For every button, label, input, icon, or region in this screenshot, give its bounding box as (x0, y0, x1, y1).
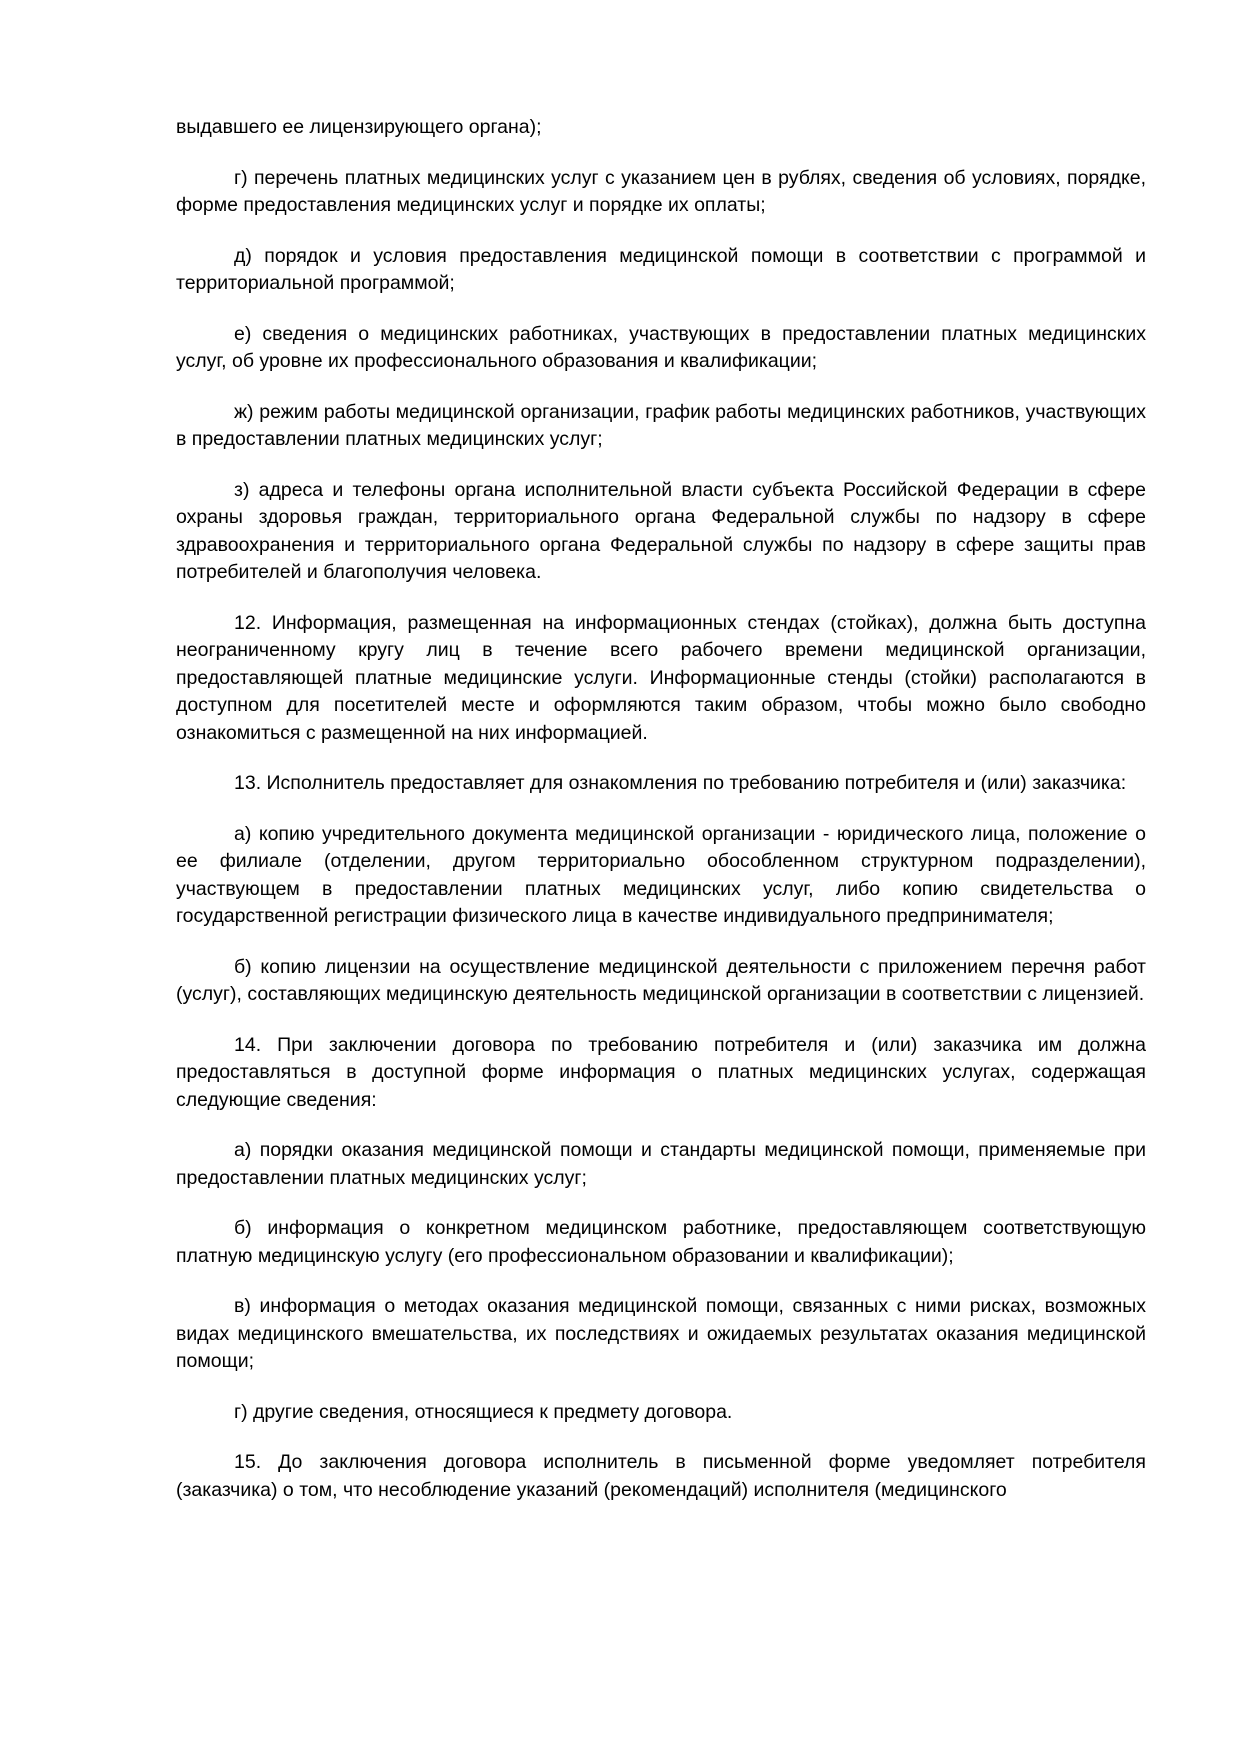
paragraph-clause-14-item-v: в) информация о методах оказания медицинской помощи, связанных с ними рисках, возможных видах медицинского вмешательства, их последствиях и ожидаемых результатах оказания медицинской помощи; (176, 1295, 1146, 1372)
paragraph-item-d-procedure: д) порядок и условия предоставления медицинской помощи в соответствии с программой и территориальной программой; (176, 244, 1146, 294)
paragraph-item-z-addresses: з) адреса и телефоны органа исполнительной власти субъекта Российской Федерации в сфере охраны здоровья граждан, территориального органа Федеральной службы по надзору в сфере здравоохранения и территориального органа Федеральной службы по надзору в сфере защиты прав потребителей и благополучия человека. (176, 478, 1146, 583)
paragraph-clause-14-item-a: а) порядки оказания медицинской помощи и стандарты медицинской помощи, применяемые при предоставлении платных медицинских услуг; (176, 1139, 1146, 1189)
paragraph-clause-14-item-b: б) информация о конкретном медицинском работнике, предоставляющем соответствующую платную медицинскую услугу (его профессиональном образовании и квалификации); (176, 1217, 1146, 1267)
paragraph-clause-13: 13. Исполнитель предоставляет для ознакомления по требованию потребителя и (или) заказчика: (234, 772, 1127, 794)
paragraph-clause-14-item-g: г) другие сведения, относящиеся к предмету договора. (234, 1400, 733, 1423)
paragraph-continuation: выдавшего ее лицензирующего органа); (176, 116, 542, 138)
paragraph-clause-13-item-b: б) копию лицензии на осуществление медицинской деятельности с приложением перечня работ (услуг), составляющих медицинскую деятельность медицинской организации в соответствии с лицензией. (176, 955, 1146, 1005)
paragraph-item-e-workers: е) сведения о медицинских работниках, участвующих в предоставлении платных медицинских услуг, об уровне их профессионального образования и квалификации; (176, 322, 1146, 372)
paragraph-item-g-price-list: г) перечень платных медицинских услуг с указанием цен в рублях, сведения об условиях, порядке, форме предоставления медицинских услуг и порядке их оплаты; (176, 166, 1146, 216)
paragraph-clause-13-item-a: а) копию учредительного документа медицинской организации - юридического лица, положение о ее филиале (отделении, другом территориально обособленном структурном подразделении), участвующем в предоставлении платных медицинских услуг, либо копию свидетельства о государственной регистрации физического лица в качестве индивидуального предпринимателя; (176, 822, 1146, 927)
document-page (176, 114, 1146, 1504)
paragraph-clause-14: 14. При заключении договора по требованию потребителя и (или) заказчика им должна предоставляться в доступной форме информация о платных медицинских услугах, содержащая следующие сведения: (176, 1033, 1146, 1111)
paragraph-clause-12: 12. Информация, размещенная на информационных стендах (стойках), должна быть доступна неограниченному кругу лиц в течение всего рабочего времени медицинской организации, предоставляющей платные медицинские услуги. Информационные стенды (стойки) располагаются в доступном для посетителей месте и оформляются таким образом, чтобы можно было свободно ознакомиться с размещенной на них информацией. (176, 611, 1146, 744)
paragraph-item-zh-schedule: ж) режим работы медицинской организации, график работы медицинских работников, участвующих в предоставлении платных медицинских услуг; (176, 400, 1146, 450)
paragraph-clause-15: 15. До заключения договора исполнитель в письменной форме уведомляет потребителя (заказчика) о том, что несоблюдение указаний (рекомендаций) исполнителя (медицинского (176, 1451, 1146, 1501)
